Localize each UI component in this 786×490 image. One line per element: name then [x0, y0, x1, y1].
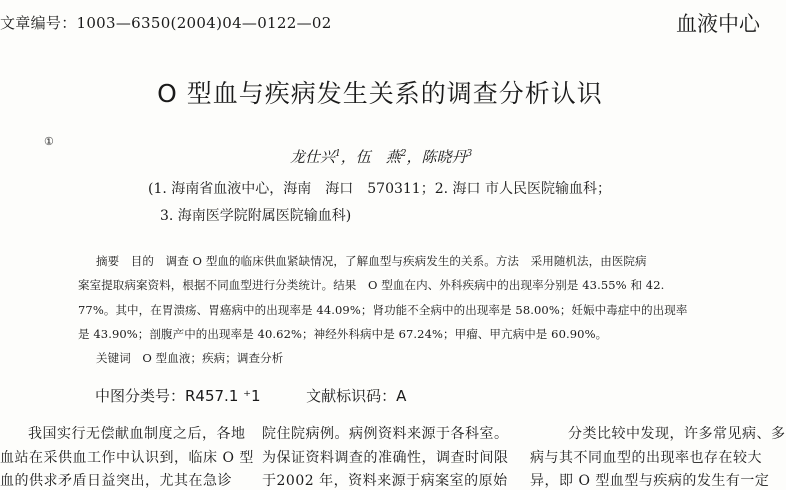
abstract-line: 案室提取病案资料，根据不同血型进行分类统计。结果 O 型血在内、外科疾病中的出现率分别是 43.55% 和 42.	[78, 278, 665, 292]
article-number: 文章编号：1003—6350(2004)04—0122—02	[0, 14, 332, 32]
keywords: 关键词 O 型血液；疾病；调查分析	[96, 351, 284, 365]
author-affiliation-index: 2	[400, 149, 407, 159]
paper-title: O 型血与疾病发生关系的调查分析认识	[157, 79, 603, 108]
footnote-mark: ①	[44, 135, 54, 148]
author-separator: ，	[406, 148, 422, 166]
journal-name: 血液中心	[676, 12, 760, 36]
body-text-line: 于2002 年，资料来源于病案室的原始	[262, 473, 508, 489]
author-separator: ，	[340, 148, 356, 166]
classification-line	[95, 385, 406, 406]
affiliation-line: (1. 海南省血液中心，海南 海口 570311；2. 海口 市人民医院输血科；	[148, 181, 611, 197]
document-code: 文献标识码：A	[306, 387, 407, 405]
author-name: 伍 燕	[355, 148, 401, 166]
body-text-line: 血的供求矛盾日益突出，尤其在急诊	[0, 473, 232, 489]
body-text-line: 异，即 O 型血型与疾病的发生有一定	[530, 473, 770, 489]
body-text-line: 病与其不同血型的出现率也存在较大	[530, 450, 762, 466]
abstract-line: 是 43.90%；剖腹产中的出现率是 40.62%；神经外科病中是 67.24%；甲瘤、甲亢病中是 60.90%。	[78, 327, 608, 341]
affiliation-line: 3. 海南医学院附属医院输血科)	[160, 208, 352, 224]
author-affiliation-index: 1	[335, 149, 341, 159]
author-name: 龙仕兴	[290, 148, 336, 166]
body-text-line: 血站在采供血工作中认识到，临床 O 型	[0, 450, 254, 466]
abstract-line: 77%。其中，在胃溃疡、胃癌病中的出现率是 44.09%；肾功能不全病中的出现率是 58.00%；妊娠中毒症中的出现率	[78, 303, 688, 317]
body-text-line: 院住院病例。病例资料来源于各科室。	[262, 426, 509, 442]
body-text-line: 为保证资料调查的准确性，调查时间限	[262, 450, 509, 466]
clc-number: 中图分类号：R457.1 ⁺1	[95, 387, 261, 405]
author-affiliation-index: 3	[466, 149, 473, 159]
author-list	[290, 146, 472, 167]
body-text-line: 我国实行无偿献血制度之后，各地	[28, 426, 246, 442]
abstract-line: 摘要 目的 调查 O 型血的临床供血紧缺情况，了解血型与疾病发生的关系。方法 采用随机法，由医院病	[96, 254, 647, 268]
author-name: 陈晓丹	[421, 148, 467, 166]
body-text-line: 分类比较中发现，许多常见病、多	[568, 426, 786, 442]
